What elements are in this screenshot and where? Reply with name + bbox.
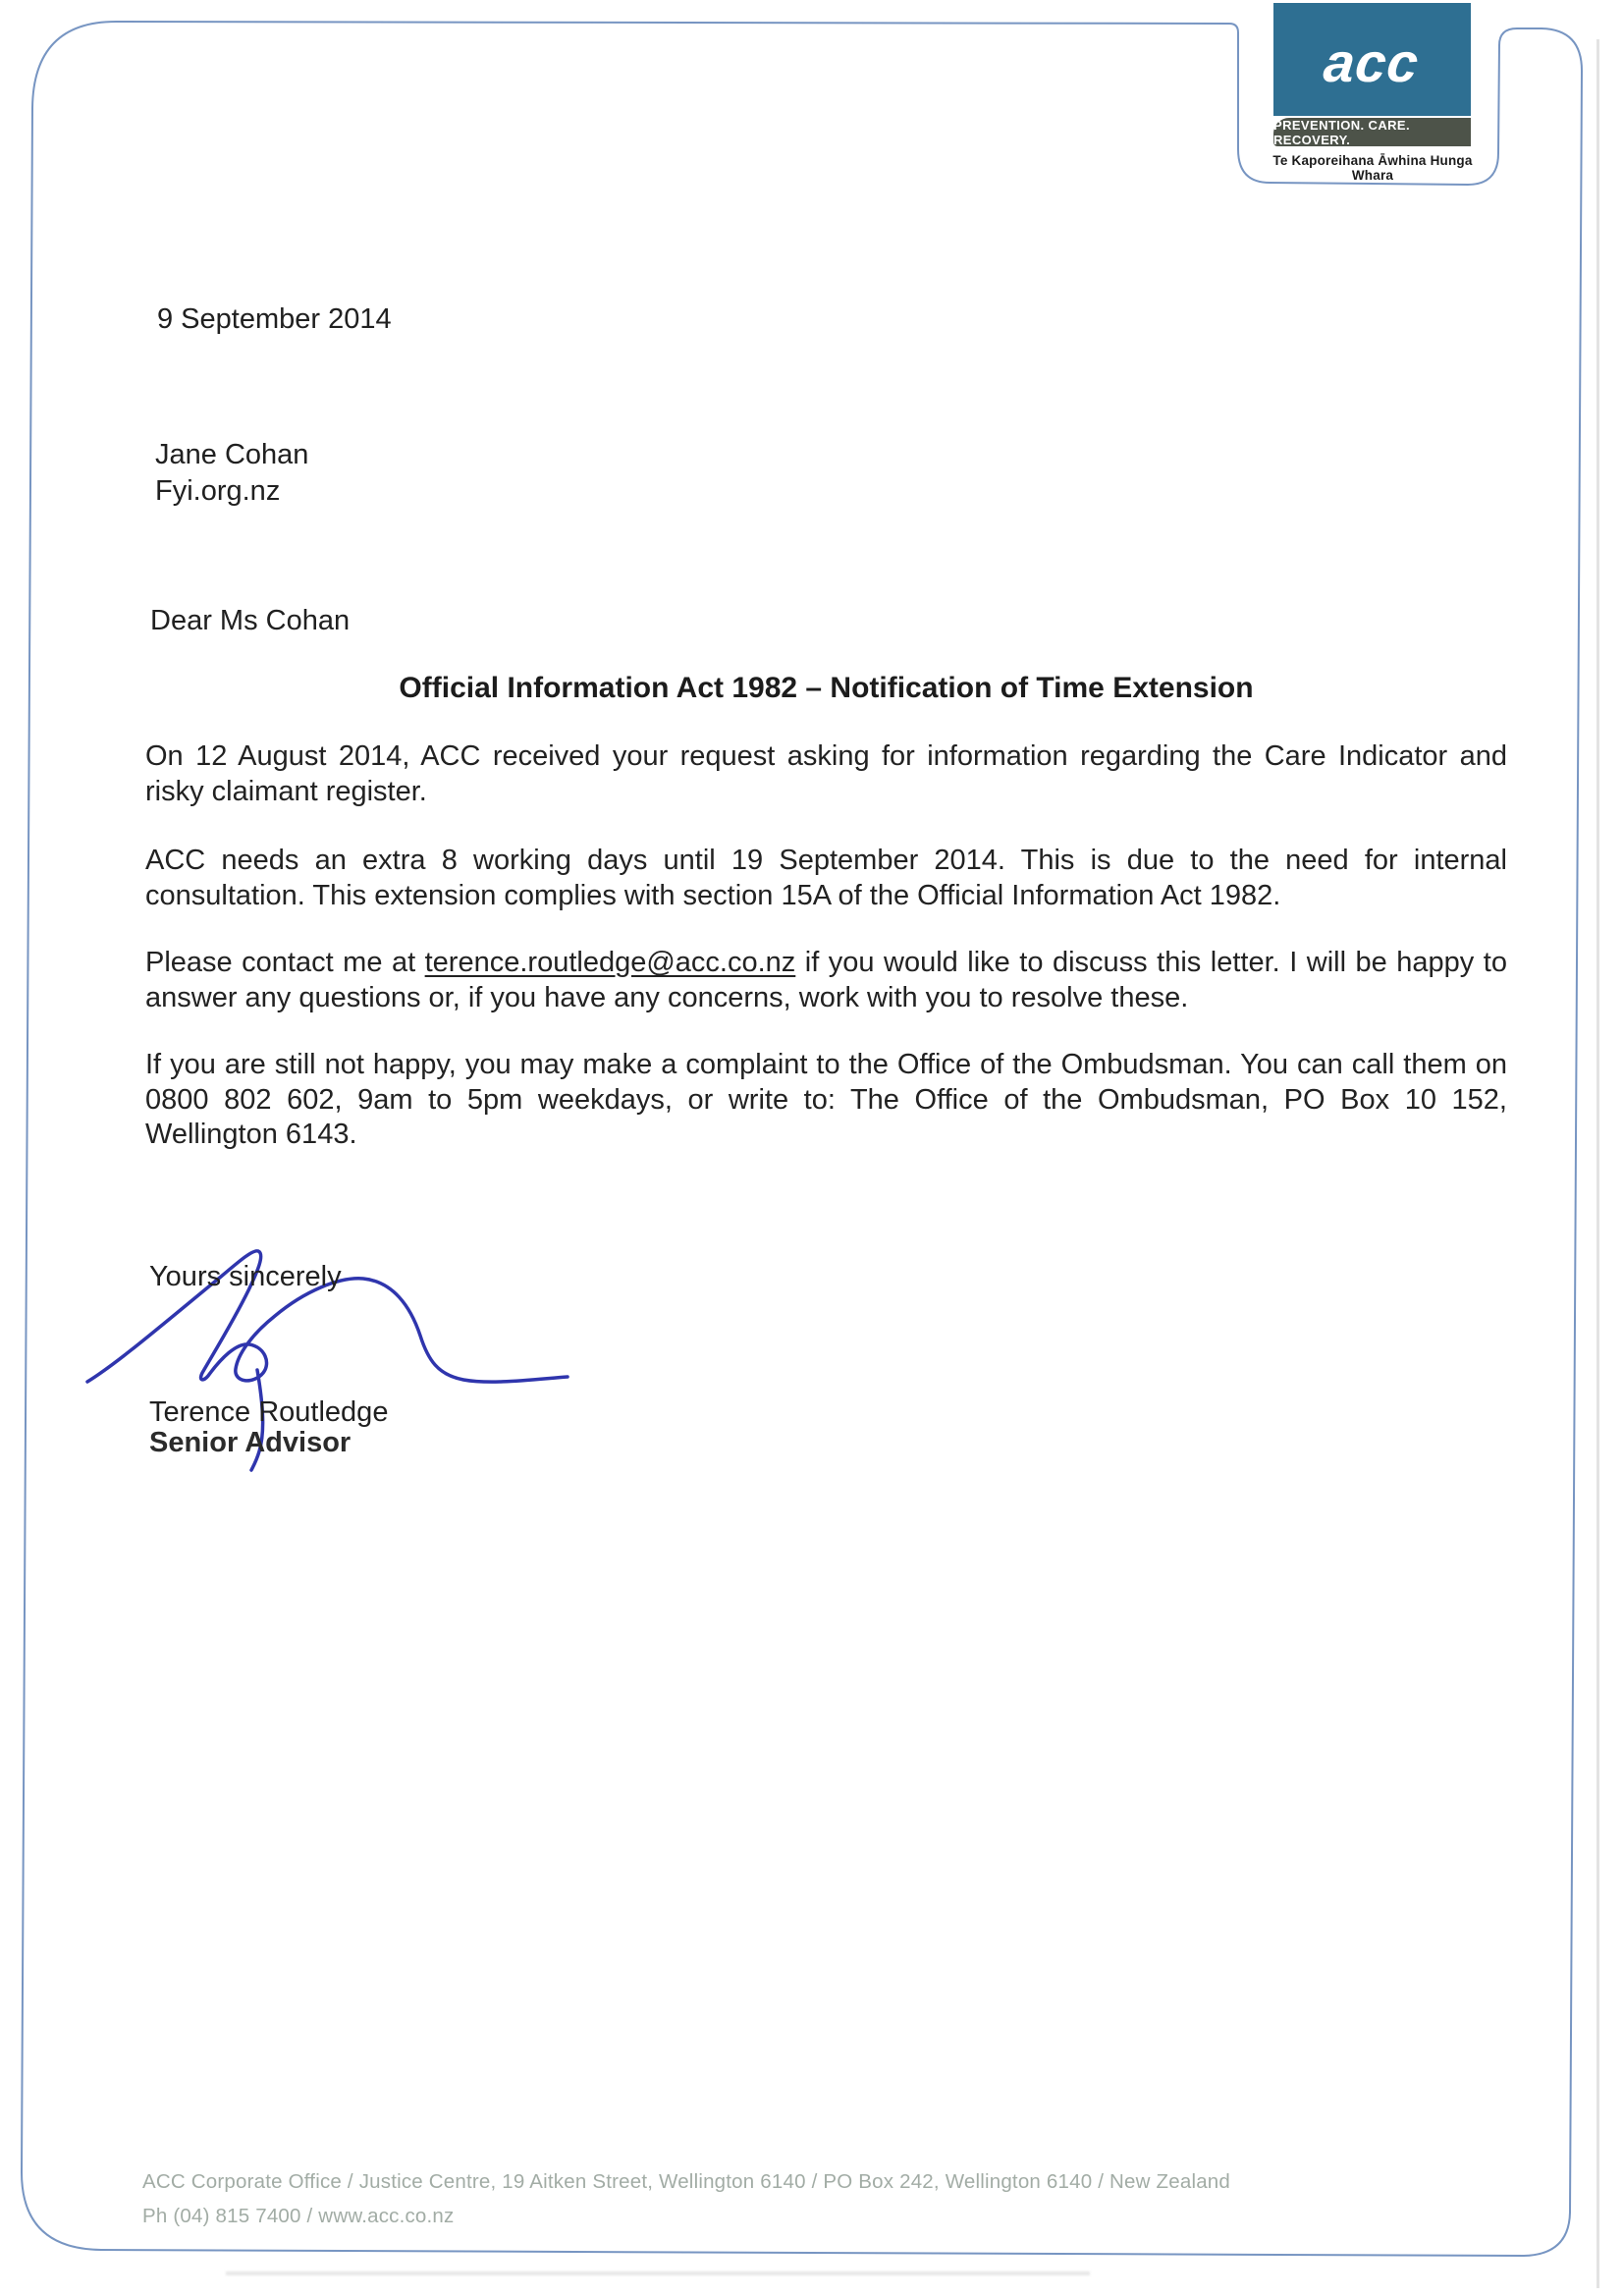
footer-contact: Ph (04) 815 7400 / www.acc.co.nz: [142, 2205, 455, 2227]
scan-smudge: [226, 2271, 1090, 2275]
paragraph-extension-details: ACC needs an extra 8 working days until 19 September 2014. This is due to the need for internal consultation. This extension complies with section 15A of the Official Information Act 1982.: [145, 845, 1507, 911]
acc-logo-text: acc: [1321, 31, 1423, 93]
paragraph-contact: [145, 946, 1507, 1015]
paragraph-request-received: On 12 August 2014, ACC received your request asking for information regarding the Care Indicator and risky claimant register.: [145, 740, 1507, 807]
email-address: terence.routledge@acc.co.nz: [424, 947, 796, 978]
acc-logo-tagline: PREVENTION. CARE. RECOVERY.: [1273, 118, 1471, 146]
acc-logo-mark: [1273, 3, 1471, 116]
letter-date: 9 September 2014: [157, 303, 392, 335]
paragraph-ombudsman: If you are still not happy, you may make a complaint to the Office of the Ombudsman. You can call them on 0800 802 602, 9am to 5pm weekdays, or write to: The Office of the Ombudsman, PO Box 10 152, Wellington 6143.: [145, 1049, 1507, 1150]
contact-text-before: Please contact me at: [145, 947, 425, 978]
recipient-name: Jane Cohan: [155, 439, 309, 470]
contact-text-after: if you would like to discuss this letter. I will be happy to answer any questions or, if you have any concerns, work with you to resolve these.: [145, 947, 1507, 1013]
recipient-organisation: Fyi.org.nz: [155, 475, 281, 507]
letter-footer: [142, 2164, 1419, 2233]
subject-line: Official Information Act 1982 – Notification of Time Extension: [399, 672, 1254, 704]
scan-edge-shadow: [1596, 39, 1599, 2288]
recipient-block: [155, 437, 308, 510]
signatory-name: Terence Routledge: [149, 1396, 389, 1428]
salutation: Dear Ms Cohan: [150, 605, 351, 636]
acc-logo-maori-name: Te Kaporeihana Āwhina Hunga Whara: [1272, 153, 1473, 183]
footer-address: ACC Corporate Office / Justice Centre, 19 Aitken Street, Wellington 6140 / PO Box 242, Wellington 6140 / New Zealand: [142, 2170, 1231, 2193]
signatory-title: Senior Advisor: [149, 1427, 352, 1458]
closing: Yours sincerely: [149, 1261, 342, 1292]
